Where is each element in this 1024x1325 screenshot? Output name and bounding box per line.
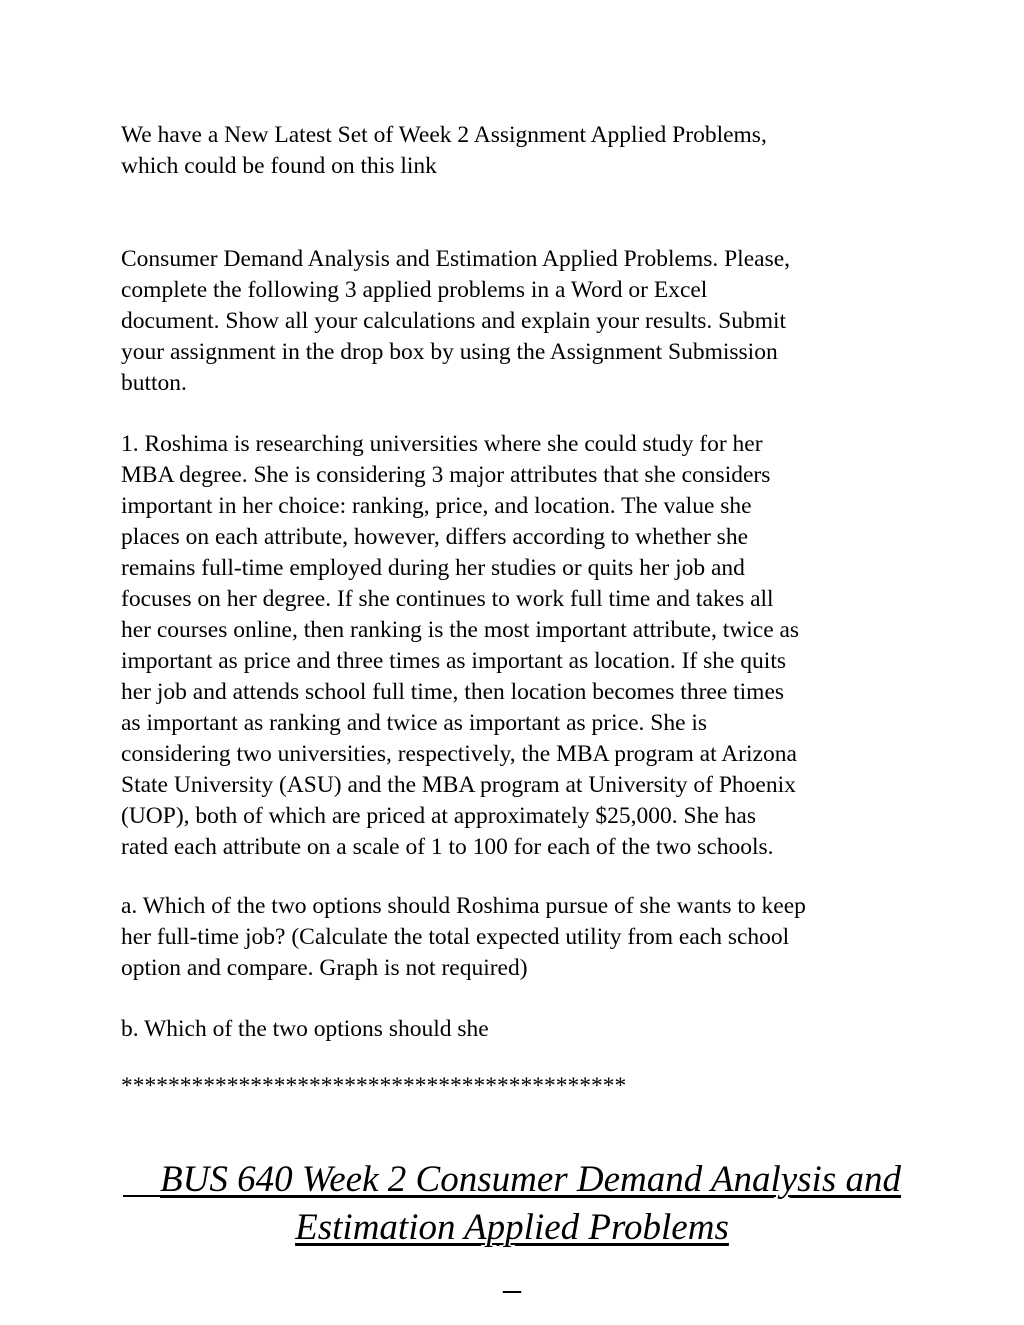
assignment-description: Consumer Demand Analysis and Estimation Applied Problems. Please, complete the following 3 applied problems in a Word or Excel document. Show all your calculations and explain your results. Submit your assignment in the drop box by using the Assignment Submission button. bbox=[121, 246, 791, 396]
title-link-text[interactable]: BUS 640 Week 2 Consumer Demand Analysis and Estimation Applied Problems bbox=[160, 1159, 901, 1248]
document-title-link[interactable] bbox=[0, 1108, 1024, 1300]
question-a: a. Which of the two options should Roshima pursue of she wants to keep her full-time job? (Calculate the total expected utility from each school option and compare. Graph is not required) bbox=[121, 893, 806, 981]
question-b: b. Which of the two options should she bbox=[121, 1016, 489, 1042]
problem-1-paragraph: 1. Roshima is researching universities where she could study for her MBA degree. She is considering 3 major attributes that she considers important in her choice: ranking, price, and location. The value she places on each attribute, however, differs according to whether she remains full-time employed during her studies or quits her job and focuses on her degree. If she continues to work full time and takes all her courses online, then ranking is the most important attribute, twice as important as price and three times as important as location. If she quits her job and attends school full time, then location becomes three times as important as ranking and twice as important as price. She is considering two universities, respectively, the MBA program at Arizona State University (ASU) and the MBA program at University of Phoenix (UOP), both of which are priced at approximately $25,000. She has rated each attribute on a scale of 1 to 100 for each of the two schools. bbox=[121, 431, 800, 860]
asterisk-separator: ******************************************* bbox=[121, 1073, 627, 1099]
intro-paragraph: We have a New Latest Set of Week 2 Assignment Applied Problems, which could be found on this link bbox=[121, 122, 767, 179]
